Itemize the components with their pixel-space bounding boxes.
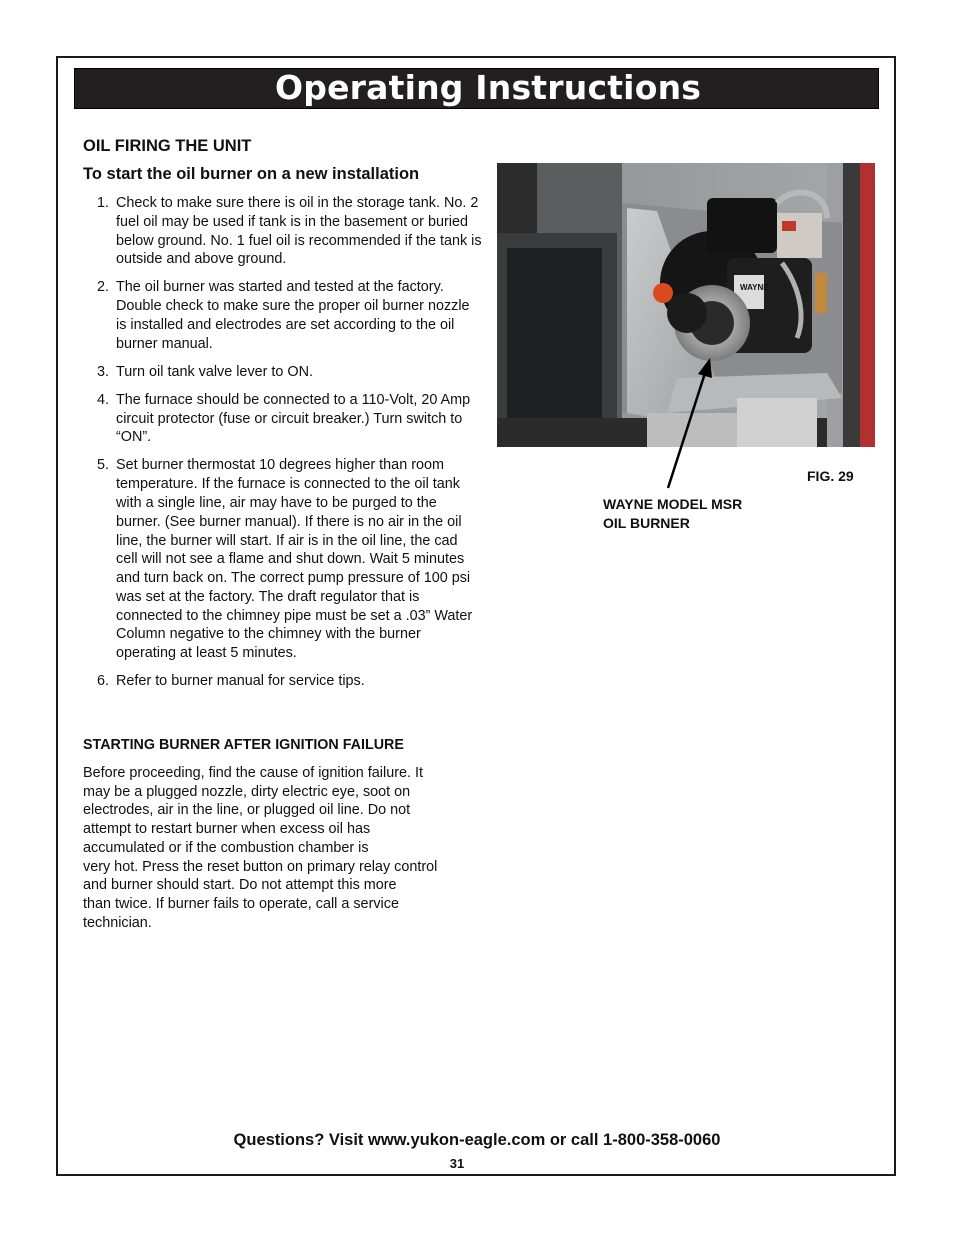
list-item — [83, 456, 483, 663]
paragraph-line: very hot. Press the reset button on primary relay control — [83, 858, 438, 875]
step-text: Turn oil tank valve lever to ON. — [116, 363, 314, 380]
paragraph-line: Before proceeding, find the cause of ignition failure. It — [83, 765, 423, 781]
step-number: 1. — [97, 195, 110, 211]
footer-questions: Questions? Visit www.yukon-eagle.com or call 1-800-358-0060 — [233, 1131, 721, 1149]
page-title: Operating Instructions — [275, 68, 702, 107]
list-item — [83, 194, 483, 269]
ignition-failure-paragraph — [83, 764, 483, 932]
paragraph-line: technician. — [83, 914, 152, 931]
paragraph-line: accumulated or if the combustion chamber is — [83, 839, 369, 856]
list-item — [83, 672, 483, 691]
callout-line: WAYNE MODEL MSR — [603, 496, 743, 512]
figure-callout — [603, 495, 742, 532]
section-title: OIL FIRING THE UNIT — [83, 137, 252, 155]
steps-list — [83, 194, 483, 700]
paragraph-line: electrodes, air in the line, or plugged oil line. Do not — [83, 802, 411, 819]
step-number: 4. — [97, 391, 110, 408]
section-subtitle: To start the oil burner on a new installation — [83, 165, 420, 183]
step-number: 2. — [97, 279, 110, 296]
page-number: 31 — [449, 1156, 465, 1171]
paragraph-line: than twice. If burner fails to operate, call a service — [83, 895, 399, 912]
list-item — [83, 391, 483, 447]
step-number: 5. — [97, 457, 110, 474]
paragraph-line: may be a plugged nozzle, dirty electric eye, soot on — [83, 783, 411, 800]
step-text: Check to make sure there is oil in the storage tank. No. 2 fuel oil may be used if tank is in the basement or buried below ground. No. 1 fuel oil is recommended if the tank is outside and above ground. — [116, 195, 482, 268]
callout-arrow-icon — [640, 340, 730, 500]
step-text: Refer to burner manual for service tips. — [116, 673, 365, 690]
title-bar — [74, 68, 879, 109]
ignition-failure-heading: STARTING BURNER AFTER IGNITION FAILURE — [83, 737, 404, 753]
step-text: The oil burner was started and tested at the factory. Double check to make sure the proper oil burner nozzle is installed and electrodes are set according to the oil burner manual. — [116, 279, 470, 352]
callout-line: OIL BURNER — [603, 514, 690, 531]
list-item — [83, 278, 483, 353]
step-text: Set burner thermostat 10 degrees higher than room temperature. If the furnace is connected to the oil tank with a single line, air may have to be purged to the burner. (See burner manual). If there is no air in the oil line, the burner will start. If air is in the oil line, the cad cell will not see a flame and shut down. Wait 5 minutes and turn back on. The correct pump pressure of 100 psi was set at the factory. The draft regulator that is connected to the chimney pipe must be set a .03” Water Column negative to the chimney with the burner operating at least 5 minutes. — [116, 457, 473, 662]
figure-label: FIG. 29 — [807, 468, 854, 484]
step-number: 6. — [97, 673, 110, 690]
step-text: The furnace should be connected to a 110-Volt, 20 Amp circuit protector (fuse or circuit breaker.) Turn switch to “ON”. — [116, 391, 471, 446]
paragraph-line: and burner should start. Do not attempt this more — [83, 877, 397, 894]
wayne-logo-text: WAYNE — [740, 283, 769, 292]
list-item — [83, 363, 483, 382]
paragraph-line: attempt to restart burner when excess oil has — [83, 821, 371, 838]
step-number: 3. — [97, 363, 110, 380]
